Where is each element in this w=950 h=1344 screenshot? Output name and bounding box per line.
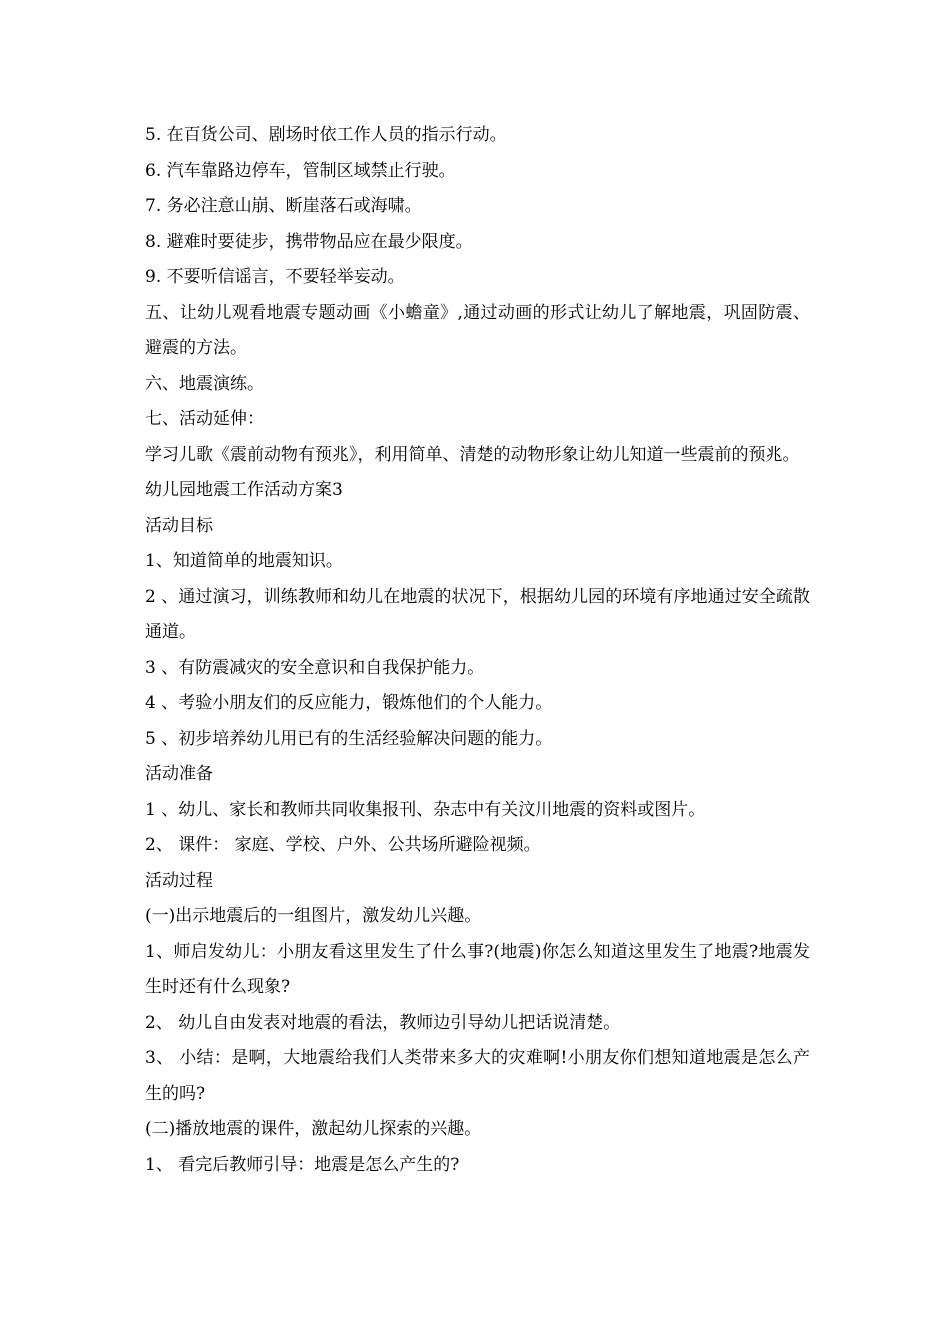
process-step-1-item-1: 1、师启发幼儿：小朋友看这里发生了什么事?(地震)你怎么知道这里发生了地震?地震发生时还有什么现象? bbox=[145, 941, 810, 997]
process-step-1-item-3: 3、 小结：是啊，大地震给我们人类带来多大的灾难啊!小朋友你们想知道地震是怎么产生的吗? bbox=[145, 1048, 810, 1104]
paragraph-item-5: 5. 在百货公司、剧场时依工作人员的指示行动。 bbox=[145, 125, 507, 145]
section-six-heading: 六、地震演练。 bbox=[145, 373, 264, 394]
preparation-item-2: 2、 课件： 家庭、学校、户外、公共场所避险视频。 bbox=[145, 835, 541, 855]
process-step-2-item-1: 1、 看完后教师引导：地震是怎么产生的? bbox=[145, 1154, 460, 1175]
paragraph-item-6: 6. 汽车靠路边停车，管制区域禁止行驶。 bbox=[145, 160, 456, 181]
preparation-item-1: 1 、幼儿、家长和教师共同收集报刊、杂志中有关汶川地震的资料或图片。 bbox=[145, 799, 706, 820]
document-page bbox=[145, 118, 810, 1183]
paragraph-item-9: 9. 不要听信谣言，不要轻举妄动。 bbox=[145, 267, 405, 287]
goal-item-2: 2 、通过演习，训练教师和幼儿在地震的状况下，根据幼儿园的环境有序地通过安全疏散通道。 bbox=[145, 586, 810, 642]
paragraph-item-8: 8. 避难时要徒步，携带物品应在最少限度。 bbox=[145, 231, 473, 252]
process-step-1-item-2: 2、 幼儿自由发表对地震的看法，教师边引导幼儿把话说清楚。 bbox=[145, 1012, 621, 1033]
goals-heading: 活动目标 bbox=[145, 515, 213, 536]
process-step-2-heading: (二)播放地震的课件，激起幼儿探索的兴趣。 bbox=[145, 1119, 482, 1139]
process-heading: 活动过程 bbox=[145, 870, 213, 891]
plan-title: 幼儿园地震工作活动方案3 bbox=[145, 480, 343, 500]
goal-item-3: 3 、有防震减灾的安全意识和自我保护能力。 bbox=[145, 657, 485, 678]
section-seven-heading: 七、活动延伸： bbox=[145, 409, 264, 429]
preparation-heading: 活动准备 bbox=[145, 764, 213, 784]
section-seven-paragraph: 学习儿歌《震前动物有预兆》，利用简单、清楚的动物形象让幼儿知道一些震前的预兆。 bbox=[145, 444, 800, 465]
goal-item-4: 4 、考验小朋友们的反应能力，锻炼他们的个人能力。 bbox=[145, 693, 553, 713]
process-step-1-heading: (一)出示地震后的一组图片，激发幼儿兴趣。 bbox=[145, 906, 482, 926]
paragraph-item-7: 7. 务必注意山崩、断崖落石或海啸。 bbox=[145, 196, 422, 216]
goal-item-1: 1、知道简单的地震知识。 bbox=[145, 551, 343, 571]
section-five-paragraph: 五、让幼儿观看地震专题动画《小蟾童》,通过动画的形式让幼儿了解地震，巩固防震、避震的方法。 bbox=[145, 302, 810, 358]
goal-item-5: 5 、初步培养幼儿用已有的生活经验解决问题的能力。 bbox=[145, 728, 553, 749]
